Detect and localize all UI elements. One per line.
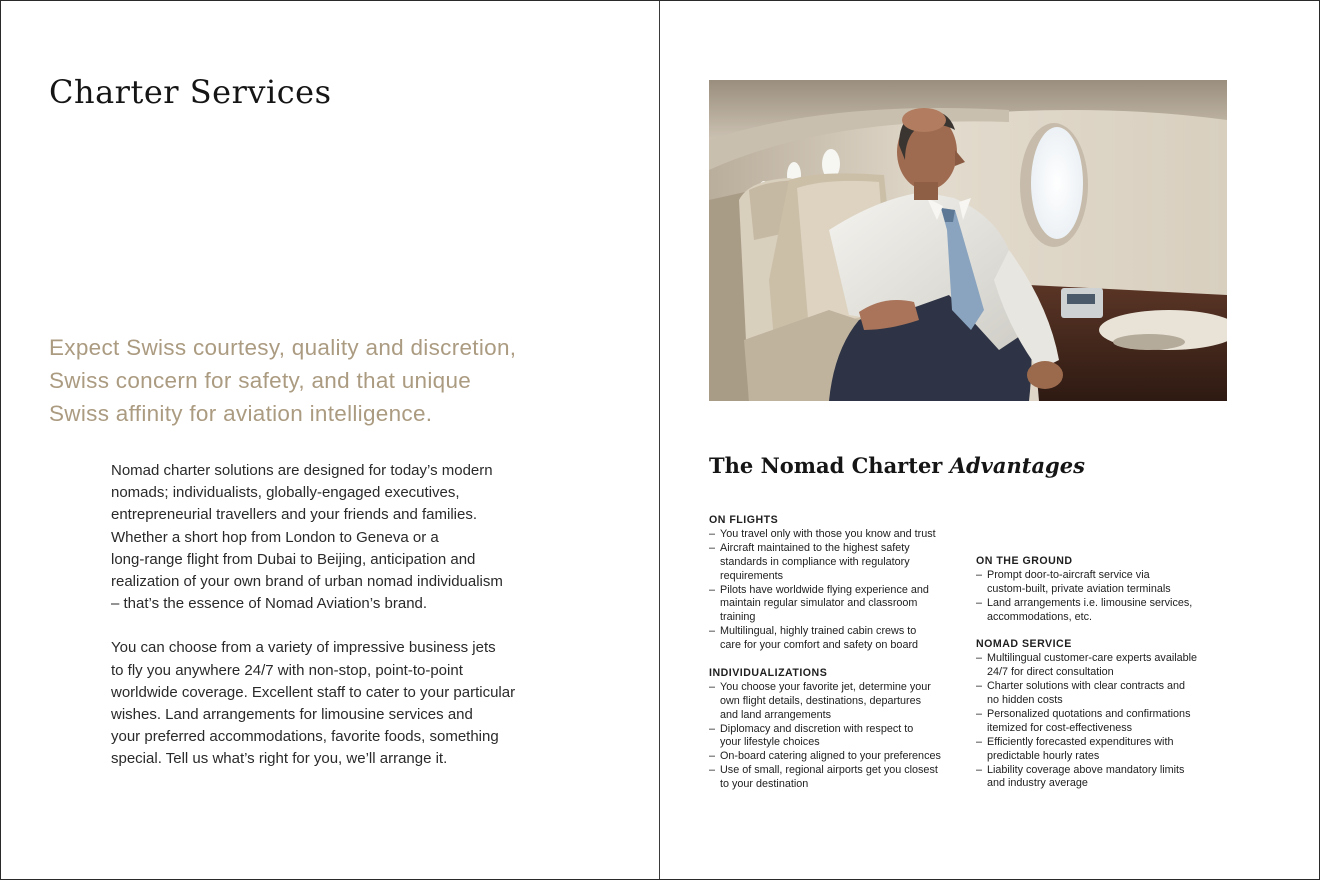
advantages-title-italic: Advantages: [949, 453, 1085, 478]
tagline-line: Swiss concern for safety, and that unique: [49, 368, 472, 393]
list-item-line: Use of small, regional airports get you closest: [720, 764, 938, 777]
tagline-line: Swiss affinity for aviation intelligence.: [49, 401, 433, 426]
tagline: [49, 331, 609, 430]
section-heading: ON THE GROUND: [976, 555, 1073, 567]
section-individualizations: [709, 667, 969, 792]
body-line: realization of your own brand of urban nomad individualism: [111, 573, 503, 591]
body-line: entrepreneurial travellers and your friends and families.: [111, 506, 478, 524]
dash-bullet: –: [976, 568, 983, 581]
dash-bullet: –: [976, 763, 983, 776]
list-item-line: Multilingual, highly trained cabin crews to: [720, 625, 917, 638]
dash-bullet: –: [709, 764, 716, 777]
body-line: long-range flight from Dubai to Beijing, anticipation and: [111, 550, 476, 568]
dash-bullet: –: [709, 541, 716, 554]
left-page: [1, 1, 660, 879]
list-item-line: Diplomacy and discretion with respect to: [720, 722, 914, 735]
dash-bullet: –: [709, 722, 716, 735]
list-item-line: predictable hourly rates: [987, 749, 1100, 762]
list-item-line: and land arrangements: [720, 708, 832, 721]
list-item: [709, 625, 969, 653]
dash-bullet: –: [976, 680, 983, 693]
advantages-title: [709, 453, 1085, 478]
list-item-line: Liability coverage above mandatory limits: [987, 763, 1185, 776]
list-item-line: to your destination: [720, 778, 809, 791]
dash-bullet: –: [709, 625, 716, 638]
list-item-line: accommodations, etc.: [987, 610, 1093, 623]
list-item: [976, 652, 1236, 680]
list-item: [976, 680, 1236, 708]
body-line: wishes. Land arrangements for limousine services and: [111, 706, 473, 724]
list-item-line: no hidden costs: [987, 694, 1063, 707]
list-item-line: Efficiently forecasted expenditures with: [987, 735, 1174, 748]
list-item-line: Charter solutions with clear contracts and: [987, 680, 1186, 693]
list-item-line: Land arrangements i.e. limousine services,: [987, 596, 1193, 609]
list-item: [709, 542, 969, 584]
dash-bullet: –: [709, 583, 716, 596]
list-item-line: care for your comfort and safety on board: [720, 639, 919, 652]
list-item: [709, 764, 969, 792]
list-item-line: Multilingual customer-care experts available: [987, 652, 1198, 665]
list-item-line: own flight details, destinations, departures: [720, 694, 922, 707]
list-item: [976, 569, 1236, 597]
body-line: to fly you anywhere 24/7 with non-stop, point-to-point: [111, 661, 463, 679]
section-on-flights: [709, 514, 969, 653]
list-item-line: maintain regular simulator and classroom: [720, 597, 918, 610]
body-line: worldwide coverage. Excellent staff to cater to your particular: [111, 683, 516, 701]
list-item-line: and industry average: [987, 777, 1088, 790]
list-item-line: Personalized quotations and confirmations: [987, 707, 1191, 720]
list-item-line: training: [720, 611, 756, 624]
body-line: nomads; individualists, globally-engaged executives,: [111, 484, 460, 502]
list-item-line: itemized for cost-effectiveness: [987, 721, 1133, 734]
section-heading: ON FLIGHTS: [709, 514, 779, 526]
advantages-column-left: [709, 514, 969, 806]
tagline-line: Expect Swiss courtesy, quality and discretion,: [49, 335, 517, 360]
list-item-line: Aircraft maintained to the highest safety: [720, 541, 910, 554]
list-item: [976, 764, 1236, 792]
advantages-column-right: [976, 555, 1236, 805]
dash-bullet: –: [709, 527, 716, 540]
list-item-line: Prompt door-to-aircraft service via: [987, 568, 1150, 581]
page-title: Charter Services: [49, 73, 332, 111]
body-line: – that’s the essence of Nomad Aviation’s brand.: [111, 595, 428, 613]
dash-bullet: –: [976, 652, 983, 665]
list-item: [976, 597, 1236, 625]
dash-bullet: –: [709, 750, 716, 763]
list-item-line: You choose your favorite jet, determine your: [720, 680, 931, 693]
dash-bullet: –: [976, 707, 983, 720]
dash-bullet: –: [976, 596, 983, 609]
section-on-the-ground: [976, 555, 1236, 625]
section-heading: NOMAD SERVICE: [976, 638, 1072, 651]
list-item: [976, 736, 1236, 764]
list-item-line: requirements: [720, 569, 784, 582]
list-item-line: You travel only with those you know and trust: [720, 527, 936, 540]
list-item-line: 24/7 for direct consultation: [987, 666, 1114, 679]
body-line: You can choose from a variety of impressive business jets: [111, 639, 496, 657]
list-item-line: On-board catering aligned to your preferences: [720, 750, 941, 763]
body-copy: [111, 460, 591, 771]
body-line: special. Tell us what’s right for you, we’ll arrange it.: [111, 750, 448, 768]
list-item: [709, 681, 969, 723]
list-item-line: your lifestyle choices: [720, 736, 820, 749]
body-line: Nomad charter solutions are designed for today’s modern: [111, 462, 493, 479]
list-item: [709, 723, 969, 751]
section-heading: INDIVIDUALIZATIONS: [709, 666, 828, 679]
cabin-illustration: [709, 80, 1227, 401]
advantages-title-plain: The Nomad Charter: [709, 453, 950, 478]
section-nomad-service: [976, 638, 1236, 791]
body-paragraph: [111, 637, 591, 770]
list-item: [709, 750, 969, 764]
body-line: your preferred accommodations, favorite foods, something: [111, 728, 499, 746]
businessman-in-private-jet-photo: [709, 80, 1227, 401]
right-page: [661, 1, 1320, 879]
list-item: [709, 584, 969, 626]
body-line: Whether a short hop from London to Geneva or a: [111, 528, 439, 546]
dash-bullet: –: [709, 680, 716, 693]
list-item-line: Pilots have worldwide flying experience and: [720, 583, 929, 596]
list-item-line: custom-built, private aviation terminals: [987, 582, 1171, 595]
list-item-line: standards in compliance with regulatory: [720, 555, 910, 568]
list-item: [709, 528, 969, 542]
body-paragraph: [111, 460, 591, 615]
list-item: [976, 708, 1236, 736]
dash-bullet: –: [976, 735, 983, 748]
